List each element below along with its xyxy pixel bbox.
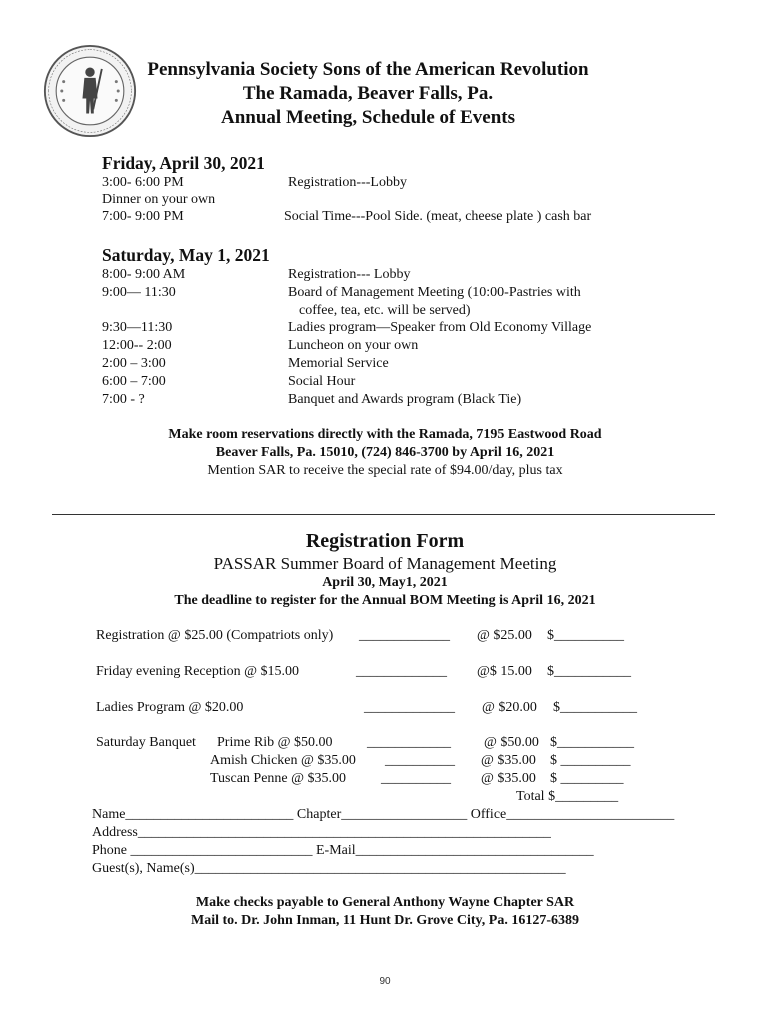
schedule-event: Luncheon on your own: [288, 338, 419, 353]
schedule-time: Dinner on your own: [102, 192, 216, 207]
schedule-event: Banquet and Awards program (Black Tie): [288, 392, 522, 407]
schedule-time: 3:00- 6:00 PM: [102, 175, 184, 190]
reservation-rate: Mention SAR to receive the special rate of $94.00/day, plus tax: [207, 463, 563, 478]
banquet-label: Saturday Banquet: [96, 735, 196, 750]
mailing-address: Mail to. Dr. John Inman, 11 Hunt Dr. Grove City, Pa. 16127-6389: [190, 913, 579, 928]
registration-price: @ $25.00: [477, 628, 532, 643]
schedule-time: 2:00 – 3:00: [102, 356, 166, 371]
schedule-time: 7:00- 9:00 PM: [102, 209, 184, 224]
banquet-amount-field[interactable]: $___________: [550, 735, 634, 750]
schedule-event: Registration---Lobby: [288, 175, 407, 190]
payment-instructions: Make checks payable to General Anthony Wayne Chapter SAR: [195, 895, 575, 910]
schedule-event: Social Time---Pool Side. (meat, cheese plate ) cash bar: [284, 209, 592, 224]
schedule-event: Social Hour: [288, 374, 356, 389]
reservation-line: Make room reservations directly with the Ramada, 7195 Eastwood Road: [168, 427, 602, 442]
form-title: Registration Form: [305, 530, 465, 552]
schedule-event: Ladies program—Speaker from Old Economy Village: [288, 320, 592, 335]
banquet-amount-field[interactable]: $ _________: [550, 771, 624, 786]
banquet-qty-field[interactable]: ____________: [367, 735, 451, 750]
banquet-qty-field[interactable]: __________: [381, 771, 451, 786]
ladies-program-amount-field[interactable]: $___________: [553, 700, 637, 715]
ladies-program-label: Ladies Program @ $20.00: [96, 700, 244, 715]
ladies-program-price: @ $20.00: [482, 700, 537, 715]
friday-reception-amount-field[interactable]: $___________: [547, 664, 631, 679]
saturday-heading: Saturday, May 1, 2021: [102, 245, 270, 265]
header-title: Pennsylvania Society Sons of the American Revolution: [147, 59, 589, 80]
page-number: 90: [379, 976, 391, 987]
header-subtitle: Annual Meeting, Schedule of Events: [221, 107, 515, 128]
guests-field[interactable]: Guest(s), Name(s)_____________________________________________________: [92, 861, 566, 876]
registration-qty-field[interactable]: _____________: [359, 628, 450, 643]
banquet-price: @ $35.00: [481, 771, 536, 786]
header-location: The Ramada, Beaver Falls, Pa.: [242, 83, 494, 104]
address-field[interactable]: Address___________________________________________________________: [92, 825, 551, 840]
ladies-program-qty-field[interactable]: _____________: [364, 700, 455, 715]
name-chapter-office-field[interactable]: Name________________________ Chapter__________________ Office________________________: [92, 807, 675, 822]
registration-label: Registration @ $25.00 (Compatriots only): [96, 628, 334, 643]
friday-heading: Friday, April 30, 2021: [102, 153, 265, 173]
total-field[interactable]: Total $_________: [516, 789, 619, 804]
form-deadline: The deadline to register for the Annual BOM Meeting is April 16, 2021: [174, 593, 596, 608]
section-divider: [52, 514, 715, 515]
schedule-event: Board of Management Meeting (10:00-Pastries with: [288, 285, 581, 300]
friday-reception-label: Friday evening Reception @ $15.00: [96, 664, 300, 679]
phone-email-field[interactable]: Phone __________________________ E-Mail__________________________________: [92, 843, 594, 858]
schedule-time: 9:30—11:30: [102, 320, 173, 335]
banquet-qty-field[interactable]: __________: [385, 753, 455, 768]
friday-reception-price: @$ 15.00: [477, 664, 532, 679]
schedule-time: 9:00— 11:30: [102, 285, 176, 300]
banquet-option-label: Prime Rib @ $50.00: [217, 735, 333, 750]
friday-reception-qty-field[interactable]: _____________: [356, 664, 447, 679]
banquet-price: @ $35.00: [481, 753, 536, 768]
banquet-price: @ $50.00: [484, 735, 539, 750]
banquet-option-label: Tuscan Penne @ $35.00: [210, 771, 347, 786]
banquet-amount-field[interactable]: $ __________: [550, 753, 631, 768]
schedule-event: Memorial Service: [288, 356, 389, 371]
registration-amount-field[interactable]: $__________: [547, 628, 624, 643]
form-dates: April 30, May1, 2021: [322, 575, 448, 590]
schedule-time: 7:00 - ?: [102, 392, 145, 407]
schedule-time: 6:00 – 7:00: [102, 374, 166, 389]
schedule-time: 8:00- 9:00 AM: [102, 267, 186, 282]
schedule-time: 12:00-- 2:00: [102, 338, 172, 353]
schedule-event: Registration--- Lobby: [288, 267, 411, 282]
reservation-line: Beaver Falls, Pa. 15010, (724) 846-3700 by April 16, 2021: [215, 445, 555, 460]
banquet-option-label: Amish Chicken @ $35.00: [210, 753, 356, 768]
schedule-event: coffee, tea, etc. will be served): [299, 303, 471, 318]
form-subtitle: PASSAR Summer Board of Management Meeting: [213, 554, 557, 573]
